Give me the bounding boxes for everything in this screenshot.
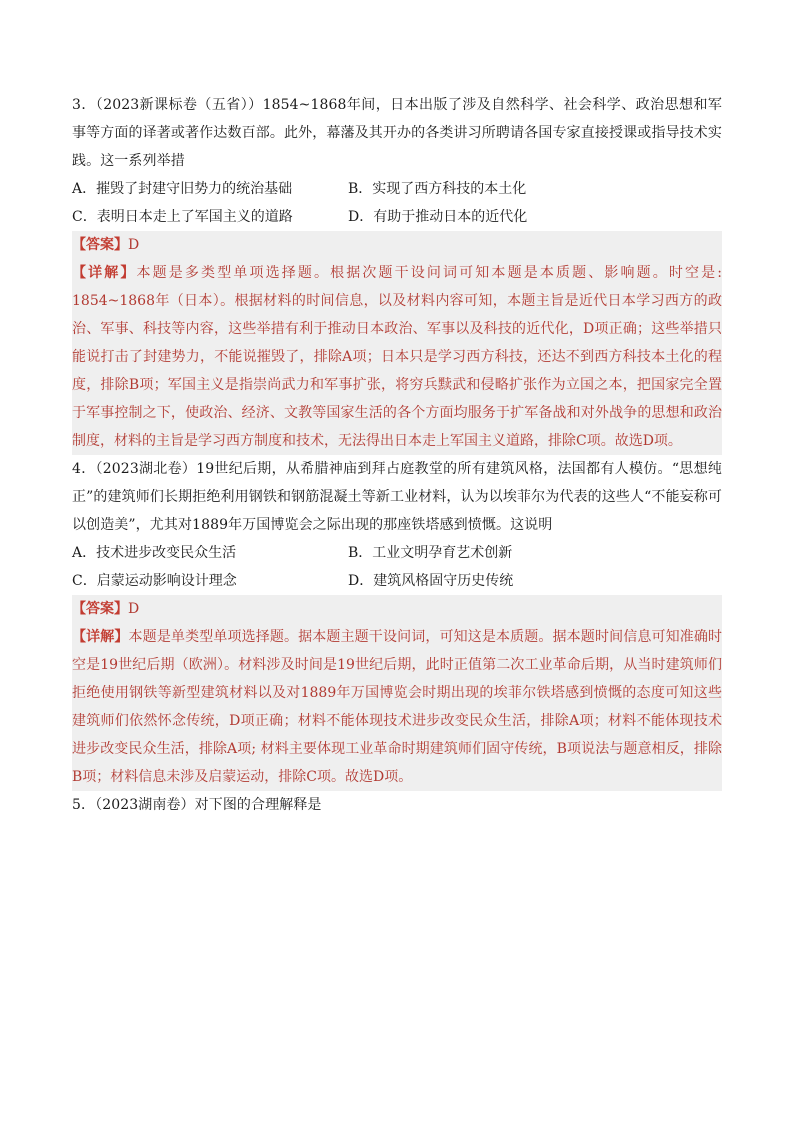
question-3 (72, 91, 722, 455)
answer-value: D (128, 601, 140, 617)
question-3-option-b: B．实现了西方科技的本土化 (348, 181, 527, 197)
detail-tag: 【详解】 (72, 629, 129, 645)
question-4-option-c: C．启蒙运动影响设计理念 (72, 573, 237, 589)
question-3-options (72, 175, 722, 231)
question-3-answer (72, 231, 722, 259)
question-5 (72, 791, 722, 819)
detail-tag: 【详解】 (72, 265, 137, 281)
question-3-stem: 3．（2023新课标卷（五省））1854~1868年间，日本出版了涉及自然科学、社会科学、政治思想和军事等方面的译著或著作达数百部。此外，幕藩及其开办的各类讲习所聘请各国专家直接授课或指导技术实践。这一系列举措 (72, 97, 722, 169)
question-4-option-a: A．技术进步改变民众生活 (72, 545, 237, 561)
answer-tag: 【答案】 (72, 237, 128, 253)
detail-text: 本题是多类型单项选择题。根据次题干设问词可知本题是本质题、影响题。时空是: 1854~1868年（日本）。根据材料的时间信息，以及材料内容可知，本题主旨是近代日本学习西方的政治、军事、科技等内容，这些举措有利于推动日本政治、军事以及科技的近代化，D项正确；这些举措只能说打击了封建势力，不能说摧毁了，排除A项；日本只是学习西方科技，还达不到西方科技本土化的程度，排除B项；军国主义是指崇尚武力和军事扩张，将穷兵黩武和侵略扩张作为立国之本，把国家完全置于军事控制之下，使政治、经济、文教等国家生活的各个方面均服务于扩军备战和对外战争的思想和政治制度，材料的主旨是学习西方制度和技术，无法得出日本走上军国主义道路，排除C项。故选D项。 (72, 265, 722, 449)
question-4 (72, 455, 722, 791)
question-4-option-b: B．工业文明孕育艺术创新 (348, 545, 513, 561)
question-4-options (72, 539, 722, 595)
answer-value: D (128, 237, 140, 253)
question-list (72, 91, 722, 819)
question-3-option-d: D．有助于推动日本的近代化 (348, 209, 528, 225)
question-4-answer (72, 595, 722, 623)
question-4-answer-block (72, 595, 722, 791)
question-4-detail (72, 623, 722, 791)
detail-text: 本题是单类型单项选择题。据本题主题干设问词，可知这是本质题。据本题时间信息可知准确时空是19世纪后期（欧洲）。材料涉及时间是19世纪后期，此时正值第二次工业革命后期，从当时建筑师们拒绝使用钢铁等新型建筑材料以及对1889年万国博览会时期出现的埃菲尔铁塔感到愤慨的态度可知这些建筑师们依然怀念传统，D项正确；材料不能体现技术进步改变民众生活，排除A项；材料不能体现技术进步改变民众生活，排除A项; 材料主要体现工业革命时期建筑师们固守传统，B项说法与题意相反，排除B项；材料信息未涉及启蒙运动，排除C项。故选D项。 (72, 629, 723, 785)
question-3-detail (72, 259, 722, 455)
answer-tag: 【答案】 (72, 601, 128, 617)
question-4-stem: 4．（2023湖北卷）19世纪后期，从希腊神庙到拜占庭教堂的所有建筑风格，法国都有人模仿。“思想纯正”的建筑师们长期拒绝利用钢铁和钢筋混凝土等新工业材料，认为以埃菲尔为代表的这些人“不能妄称可以创造美”，尤其对1889年万国博览会之际出现的那座铁塔感到愤慨。这说明 (72, 461, 722, 533)
question-3-answer-block (72, 231, 722, 455)
question-3-option-c: C．表明日本走上了军国主义的道路 (72, 209, 293, 225)
question-5-stem: 5．（2023湖南卷）对下图的合理解释是 (72, 797, 322, 813)
question-3-option-a: A．摧毁了封建守旧势力的统治基础 (72, 181, 293, 197)
question-4-option-d: D．建筑风格固守历史传统 (348, 573, 514, 589)
